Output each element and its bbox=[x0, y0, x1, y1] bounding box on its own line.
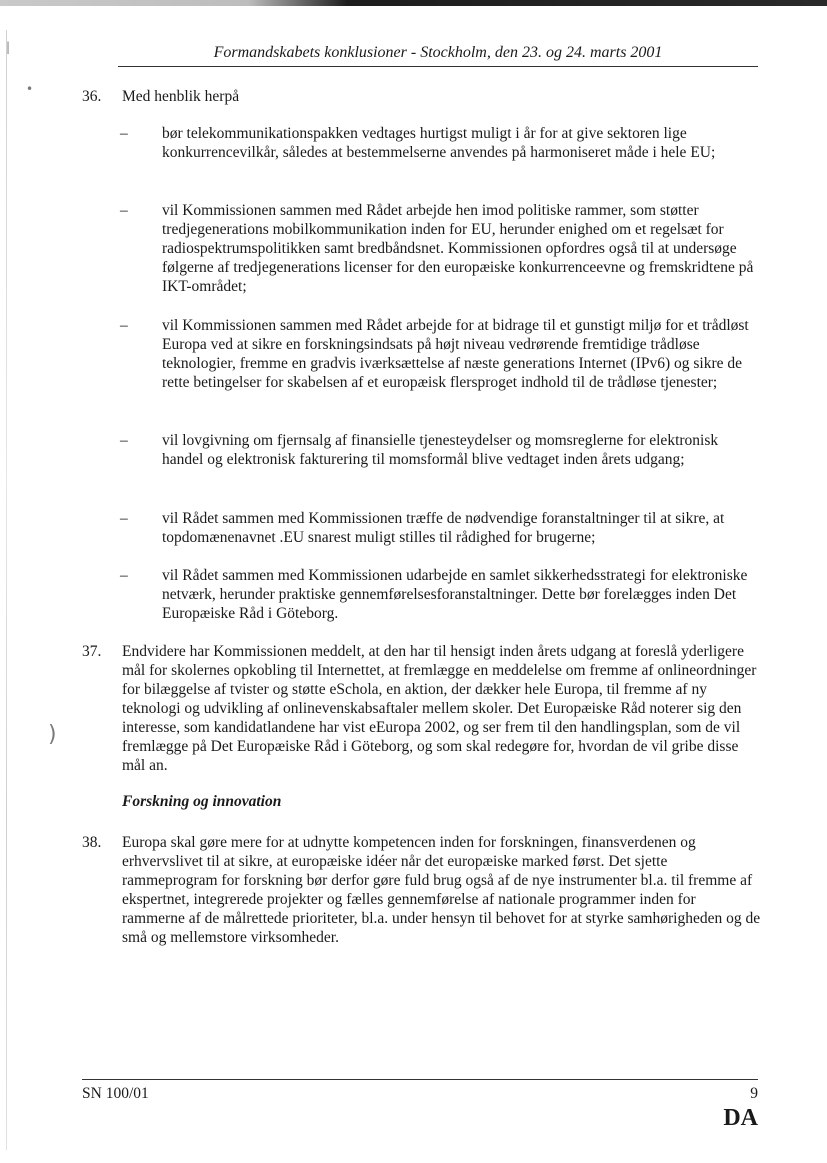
bullet-text: vil Kommissionen sammen med Rådet arbejde hen imod politiske rammer, som støtter tredjegenerations mobilkommunikation inden for EU, herunder enighed om et regelsæt for radiospektrumspolitikken samt bredbåndsnet. Kommissionen opfordres også til at undersøge følgerne af tredjegenerations licenser for den europæiske konkurrenceevne og fremskridtene på IKT-området; bbox=[162, 202, 754, 295]
bullet-text: vil lovgivning om fjernsalg af finansielle tjenesteydelser og momsreglerne for elektronisk handel og elektronisk fakturering til momsformål blive vedtaget inden årets udgang; bbox=[162, 432, 719, 468]
scan-artifact-mark: | bbox=[6, 40, 11, 54]
scan-artifact-dot: • bbox=[26, 82, 34, 96]
footer-rule bbox=[82, 1079, 758, 1080]
bullet-dash: – bbox=[120, 567, 128, 584]
bullet-text: vil Rådet sammen med Kommissionen udarbejde en samlet sikkerhedsstrategi for elektroniske netværk, herunder praktiske gennemførelsesforanstaltninger. Dette bør forelægges inden Det Europæiske Råd i Göteborg. bbox=[162, 567, 748, 622]
bullet-item bbox=[120, 431, 760, 469]
paragraph-number: 36. bbox=[82, 88, 102, 105]
paragraph-37 bbox=[82, 642, 762, 775]
bullet-item bbox=[120, 201, 760, 296]
paragraph-number: 37. bbox=[82, 643, 102, 660]
language-code: DA bbox=[723, 1105, 758, 1131]
bullet-item bbox=[120, 566, 760, 623]
paragraph-text: Europa skal gøre mere for at udnytte kompetencen inden for forskningen, finansverdenen og erhvervslivet til at sikre, at europæiske idéer når det europæiske marked først. Det sjette rammeprogram for forskning bør derfor gøre fuld brug også af de nye instrumenter bl.a. til fremme af ekspertnet, integrerede projekter og fælles gennemførelse af nationale programmer inden for rammerne af de målrettede prioriteter, bl.a. under hensyn til behovet for at styrke samhørigheden og de små og mellemstore virksomheder. bbox=[122, 834, 761, 946]
bullet-dash: – bbox=[120, 202, 128, 219]
page-number: 9 bbox=[750, 1085, 758, 1102]
bullet-text: vil Kommissionen sammen med Rådet arbejde for at bidrage til et gunstigt miljø for et trådløst Europa ved at sikre en forskningsindsats på højt niveau vedrørende fremtidige trådløse teknologier, fremme en gradvis iværksættelse af næste generations Internet (IPv6) og sikre de rette betingelser for skabelsen af et europæisk flersproget indhold til de trådløse tjenester; bbox=[162, 317, 749, 391]
paragraph-36 bbox=[82, 87, 762, 106]
bullet-item bbox=[120, 124, 760, 162]
scan-left-edge bbox=[6, 30, 7, 1150]
bullet-text: vil Rådet sammen med Kommissionen træffe de nødvendige foranstaltninger til at sikre, at topdomænenavnet .EU snarest muligt stilles til rådighed for brugerne; bbox=[162, 510, 725, 546]
bullet-item bbox=[120, 509, 760, 547]
paragraph-38 bbox=[82, 833, 762, 947]
paragraph-text: Endvidere har Kommissionen meddelt, at den har til hensigt inden årets udgang at foreslå yderligere mål for skolernes opkobling til Internettet, at fremlægge en meddelelse om fremme af onlineordninger for bilæggelse af tvister og støtte eSchola, en aktion, der dækker hele Europa, til fremme af ny teknologi og udvikling af onlinevenskabsaftaler mellem skoler. Det Europæiske Råd noterer sig den interesse, som kandidatlandene har vist eEuropa 2002, og ser frem til den handlingsplan, som de vil fremlægge på Det Europæiske Råd i Göteborg, og som skal redegøre for, hvordan de vil gribe disse mål an. bbox=[122, 643, 757, 774]
header-rule bbox=[118, 66, 758, 67]
bullet-dash: – bbox=[120, 432, 128, 449]
paragraph-number: 38. bbox=[82, 834, 102, 851]
page-header-title: Formandskabets konklusioner - Stockholm, den 23. og 24. marts 2001 bbox=[213, 44, 663, 61]
document-reference: SN 100/01 bbox=[82, 1085, 149, 1102]
bullet-dash: – bbox=[120, 510, 128, 527]
bullet-item bbox=[120, 316, 760, 392]
section-heading: Forskning og innovation bbox=[122, 793, 282, 810]
scan-artifact-bracket: ) bbox=[48, 722, 57, 747]
bullet-dash: – bbox=[120, 317, 128, 334]
bullet-dash: – bbox=[120, 125, 128, 142]
bullet-text: bør telekommunikationspakken vedtages hurtigst muligt i år for at give sektoren lige konkurrencevilkår, således at bestemmelserne anvendes på harmoniseret måde i hele EU; bbox=[162, 125, 716, 161]
scan-top-edge bbox=[0, 0, 827, 6]
paragraph-intro: Med henblik herpå bbox=[122, 88, 240, 105]
